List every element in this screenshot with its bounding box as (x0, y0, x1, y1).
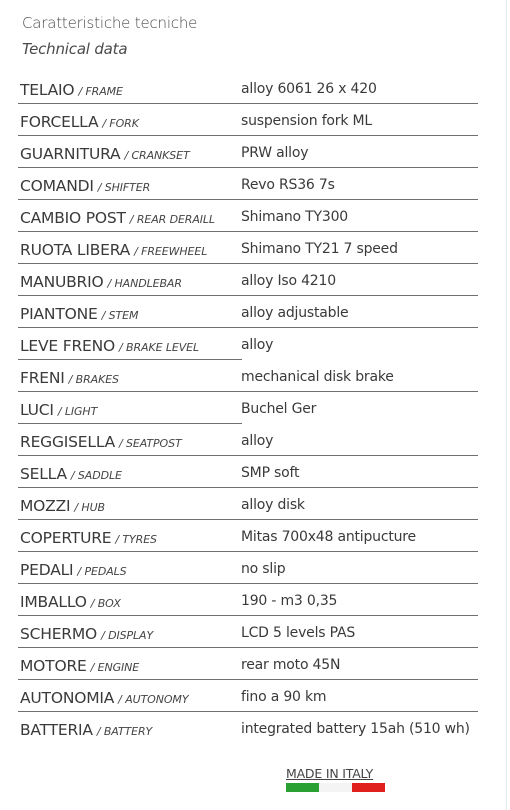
spec-value: PRW alloy (241, 145, 309, 161)
spec-value: alloy disk (241, 497, 305, 513)
spec-label (20, 240, 207, 259)
spec-table (18, 72, 478, 744)
spec-label-italian: COPERTURE (20, 529, 112, 547)
made-in-italy-text: MADE IN ITALY (286, 766, 374, 781)
spec-label-italian: SELLA (20, 465, 67, 483)
spec-value: alloy adjustable (241, 305, 349, 321)
spec-label-italian: PEDALI (20, 561, 74, 579)
spec-label-english: / AUTONOMY (118, 693, 189, 706)
section-title-italian: Caratteristiche tecniche (22, 14, 198, 32)
spec-label (20, 80, 123, 99)
spec-label-english: / SADDLE (70, 469, 122, 482)
spec-label-italian: PIANTONE (20, 305, 98, 323)
spec-label-english-text: BRAKES (75, 373, 119, 386)
section-title-english: Technical data (22, 40, 128, 58)
spec-row (18, 296, 478, 328)
spec-label-english-text: BATTERY (103, 725, 153, 738)
spec-label-english: / HANDLEBAR (107, 277, 182, 290)
spec-label-italian: IMBALLO (20, 593, 87, 611)
spec-row (18, 200, 478, 232)
spec-row (18, 104, 478, 136)
spec-row (18, 232, 478, 264)
spec-label-english: / LIGHT (57, 405, 98, 418)
spec-label-english: / BATTERY (96, 725, 153, 738)
spec-label-english-text: ENGINE (97, 661, 140, 674)
spec-label-english-text: CRANKSET (131, 149, 190, 162)
spec-label-english: / STEM (101, 309, 139, 322)
flag-white-band (319, 783, 352, 792)
spec-label-english: / SHIFTER (97, 181, 151, 194)
spec-label (20, 304, 138, 323)
made-in-italy-badge (286, 766, 386, 792)
spec-label (20, 336, 199, 355)
spec-value: suspension fork ML (241, 113, 372, 129)
spec-label (20, 400, 97, 419)
spec-label-italian: SCHERMO (20, 625, 98, 643)
spec-row (18, 584, 478, 616)
spec-label (20, 432, 182, 451)
spec-label-italian: FRENI (20, 369, 65, 387)
spec-row (18, 168, 478, 200)
spec-value: alloy (241, 337, 274, 353)
spec-label-english-text: STEM (108, 309, 139, 322)
spec-label (20, 656, 139, 675)
spec-value: no slip (241, 561, 286, 577)
spec-label-english: / SEATPOST (119, 437, 182, 450)
spec-value: 190 - m3 0,35 (241, 593, 338, 609)
spec-label-english: / CRANKSET (124, 149, 190, 162)
spec-label-italian: GUARNITURA (20, 145, 121, 163)
spec-label-italian: MOZZI (20, 497, 71, 515)
spec-label (20, 720, 152, 739)
spec-label-english: / DISPLAY (101, 629, 154, 642)
spec-label-english-text: HANDLEBAR (114, 277, 182, 290)
spec-row (18, 456, 478, 488)
spec-row (18, 552, 478, 584)
spec-label (20, 688, 188, 707)
spec-value: mechanical disk brake (241, 369, 394, 385)
spec-label-english: / TYRES (115, 533, 157, 546)
spec-value: Buchel Ger (241, 401, 317, 417)
spec-value: SMP soft (241, 465, 300, 481)
spec-label (20, 624, 153, 643)
spec-label (20, 560, 127, 579)
spec-label-english: / PEDALS (77, 565, 127, 578)
spec-label-english-text: SHIFTER (104, 181, 151, 194)
spec-label-italian: REGGISELLA (20, 433, 116, 451)
spec-label (20, 592, 121, 611)
spec-label-english-text: REAR DERAILL (136, 213, 215, 226)
spec-label-italian: COMANDI (20, 177, 94, 195)
spec-label-italian: AUTONOMIA (20, 689, 115, 707)
spec-value: alloy (241, 433, 274, 449)
spec-label-english-text: AUTONOMY (125, 693, 189, 706)
spec-label (20, 272, 182, 291)
spec-label-english-text: DISPLAY (108, 629, 154, 642)
spec-value: LCD 5 levels PAS (241, 625, 356, 641)
spec-label (20, 464, 122, 483)
spec-label-italian: CAMBIO POST (20, 209, 126, 227)
spec-row (18, 392, 478, 424)
spec-label (20, 496, 105, 515)
spec-label-english: / ENGINE (90, 661, 140, 674)
flag-red-band (352, 783, 385, 792)
spec-label-italian: TELAIO (20, 81, 75, 99)
spec-value: integrated battery 15ah (510 wh) (241, 721, 470, 737)
italian-flag-icon (286, 783, 385, 792)
spec-label (20, 112, 139, 131)
spec-row (18, 328, 478, 360)
spec-label-english-text: PEDALS (84, 565, 127, 578)
spec-value: Shimano TY21 7 speed (241, 241, 398, 257)
spec-value: rear moto 45N (241, 657, 341, 673)
spec-label (20, 144, 190, 163)
spec-label-english: / FORK (102, 117, 139, 130)
spec-label-english-text: FREEWHEEL (141, 245, 208, 258)
spec-row (18, 360, 478, 392)
spec-row (18, 520, 478, 552)
spec-row (18, 616, 478, 648)
spec-label-english-text: FORK (109, 117, 139, 130)
spec-label-english-text: SEATPOST (126, 437, 182, 450)
spec-label-english-text: TYRES (122, 533, 157, 546)
spec-label-english: / BOX (90, 597, 121, 610)
spec-value: alloy 6061 26 x 420 (241, 81, 377, 97)
spec-row (18, 72, 478, 104)
spec-label-english: / BRAKE LEVEL (119, 341, 200, 354)
spec-value: Shimano TY300 (241, 209, 348, 225)
spec-label (20, 208, 215, 227)
spec-label-italian: MOTORE (20, 657, 87, 675)
spec-row (18, 712, 478, 744)
spec-row (18, 264, 478, 296)
spec-label (20, 528, 157, 547)
spec-label-english-text: BRAKE LEVEL (126, 341, 200, 354)
spec-label (20, 368, 119, 387)
spec-label-english-text: SADDLE (77, 469, 122, 482)
spec-label-english-text: FRAME (85, 85, 123, 98)
spec-label-english-text: LIGHT (64, 405, 98, 418)
spec-row (18, 136, 478, 168)
spec-row (18, 680, 478, 712)
spec-row (18, 488, 478, 520)
spec-label-english: / HUB (74, 501, 105, 514)
spec-label-italian: RUOTA LIBERA (20, 241, 131, 259)
spec-label-italian: LEVE FRENO (20, 337, 116, 355)
spec-value: fino a 90 km (241, 689, 327, 705)
spec-label-english: / FRAME (78, 85, 123, 98)
flag-green-band (286, 783, 319, 792)
spec-label-italian: MANUBRIO (20, 273, 104, 291)
spec-row (18, 424, 478, 456)
spec-value: alloy Iso 4210 (241, 273, 336, 289)
spec-value: Mitas 700x48 antipucture (241, 529, 416, 545)
spec-value: Revo RS36 7s (241, 177, 335, 193)
spec-label-english-text: BOX (97, 597, 121, 610)
spec-label (20, 176, 150, 195)
spec-label-italian: LUCI (20, 401, 54, 419)
spec-label-italian: BATTERIA (20, 721, 93, 739)
spec-label-english: / BRAKES (68, 373, 119, 386)
spec-label-english-text: HUB (81, 501, 105, 514)
spec-label-italian: FORCELLA (20, 113, 99, 131)
spec-row (18, 648, 478, 680)
spec-label-english: / FREEWHEEL (134, 245, 208, 258)
page-edge-divider (506, 0, 507, 810)
spec-label-english: / REAR DERAILL (129, 213, 215, 226)
